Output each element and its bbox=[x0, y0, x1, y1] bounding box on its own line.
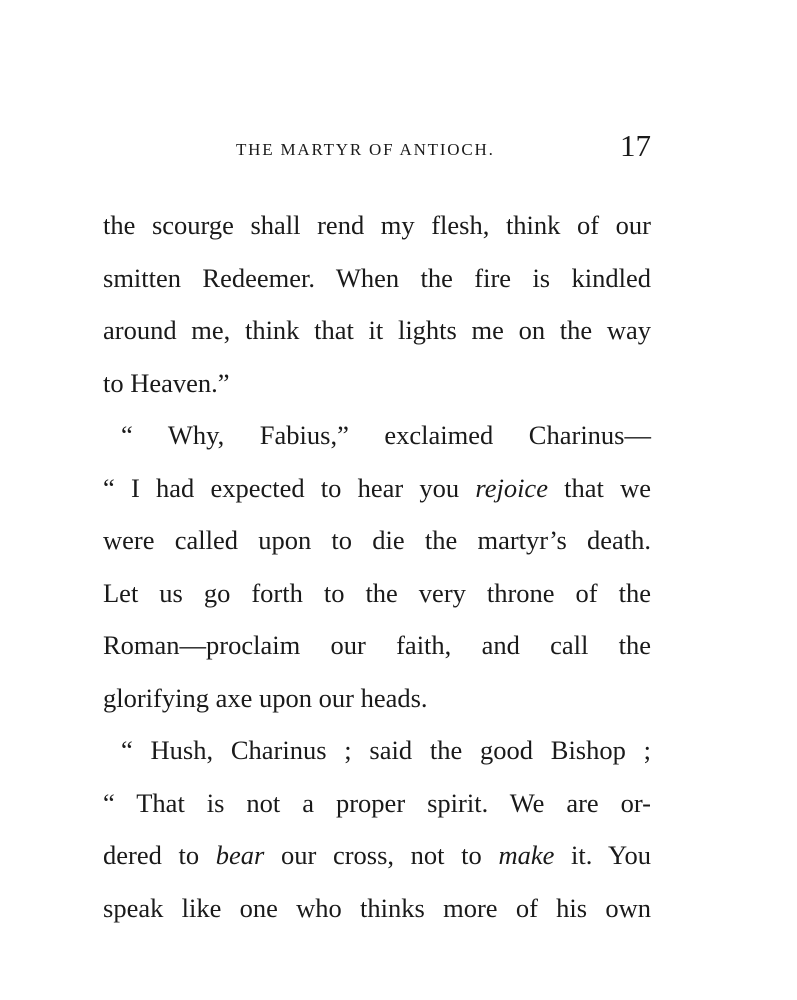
running-head-title: THE MARTYR OF ANTIOCH. bbox=[236, 140, 495, 159]
italic-word: bear bbox=[215, 840, 265, 870]
text-line: Roman—proclaim our faith, and call the bbox=[103, 630, 651, 660]
text-line: Let us go forth to the very throne of the bbox=[103, 577, 651, 608]
text-line: the scourge shall rend my flesh, think of our bbox=[103, 210, 651, 240]
italic-word: rejoice bbox=[475, 472, 548, 503]
text-line: smitten Redeemer. When the fire is kindled bbox=[103, 262, 651, 293]
text-line: “ Hush, Charinus ; said the good Bishop ; bbox=[121, 735, 651, 765]
italic-word: make bbox=[498, 840, 555, 870]
text-line: glorifying axe upon our heads. bbox=[103, 682, 428, 713]
text-line: to Heaven.” bbox=[103, 367, 230, 398]
text-line: dered to bear our cross, not to make it. You bbox=[103, 840, 651, 870]
body-text bbox=[103, 199, 651, 934]
text-line: “ Why, Fabius,” exclaimed Charinus— bbox=[121, 420, 651, 450]
text-line: were called upon to die the martyr’s death. bbox=[103, 525, 651, 555]
text-line: “ I had expected to hear you rejoice that we bbox=[103, 472, 651, 503]
text-line: around me, think that it lights me on the way bbox=[103, 315, 651, 345]
page-number: 17 bbox=[620, 128, 651, 163]
text-line: “ That is not a proper spirit. We are or- bbox=[103, 787, 651, 818]
text-line: speak like one who thinks more of his own bbox=[103, 892, 651, 923]
